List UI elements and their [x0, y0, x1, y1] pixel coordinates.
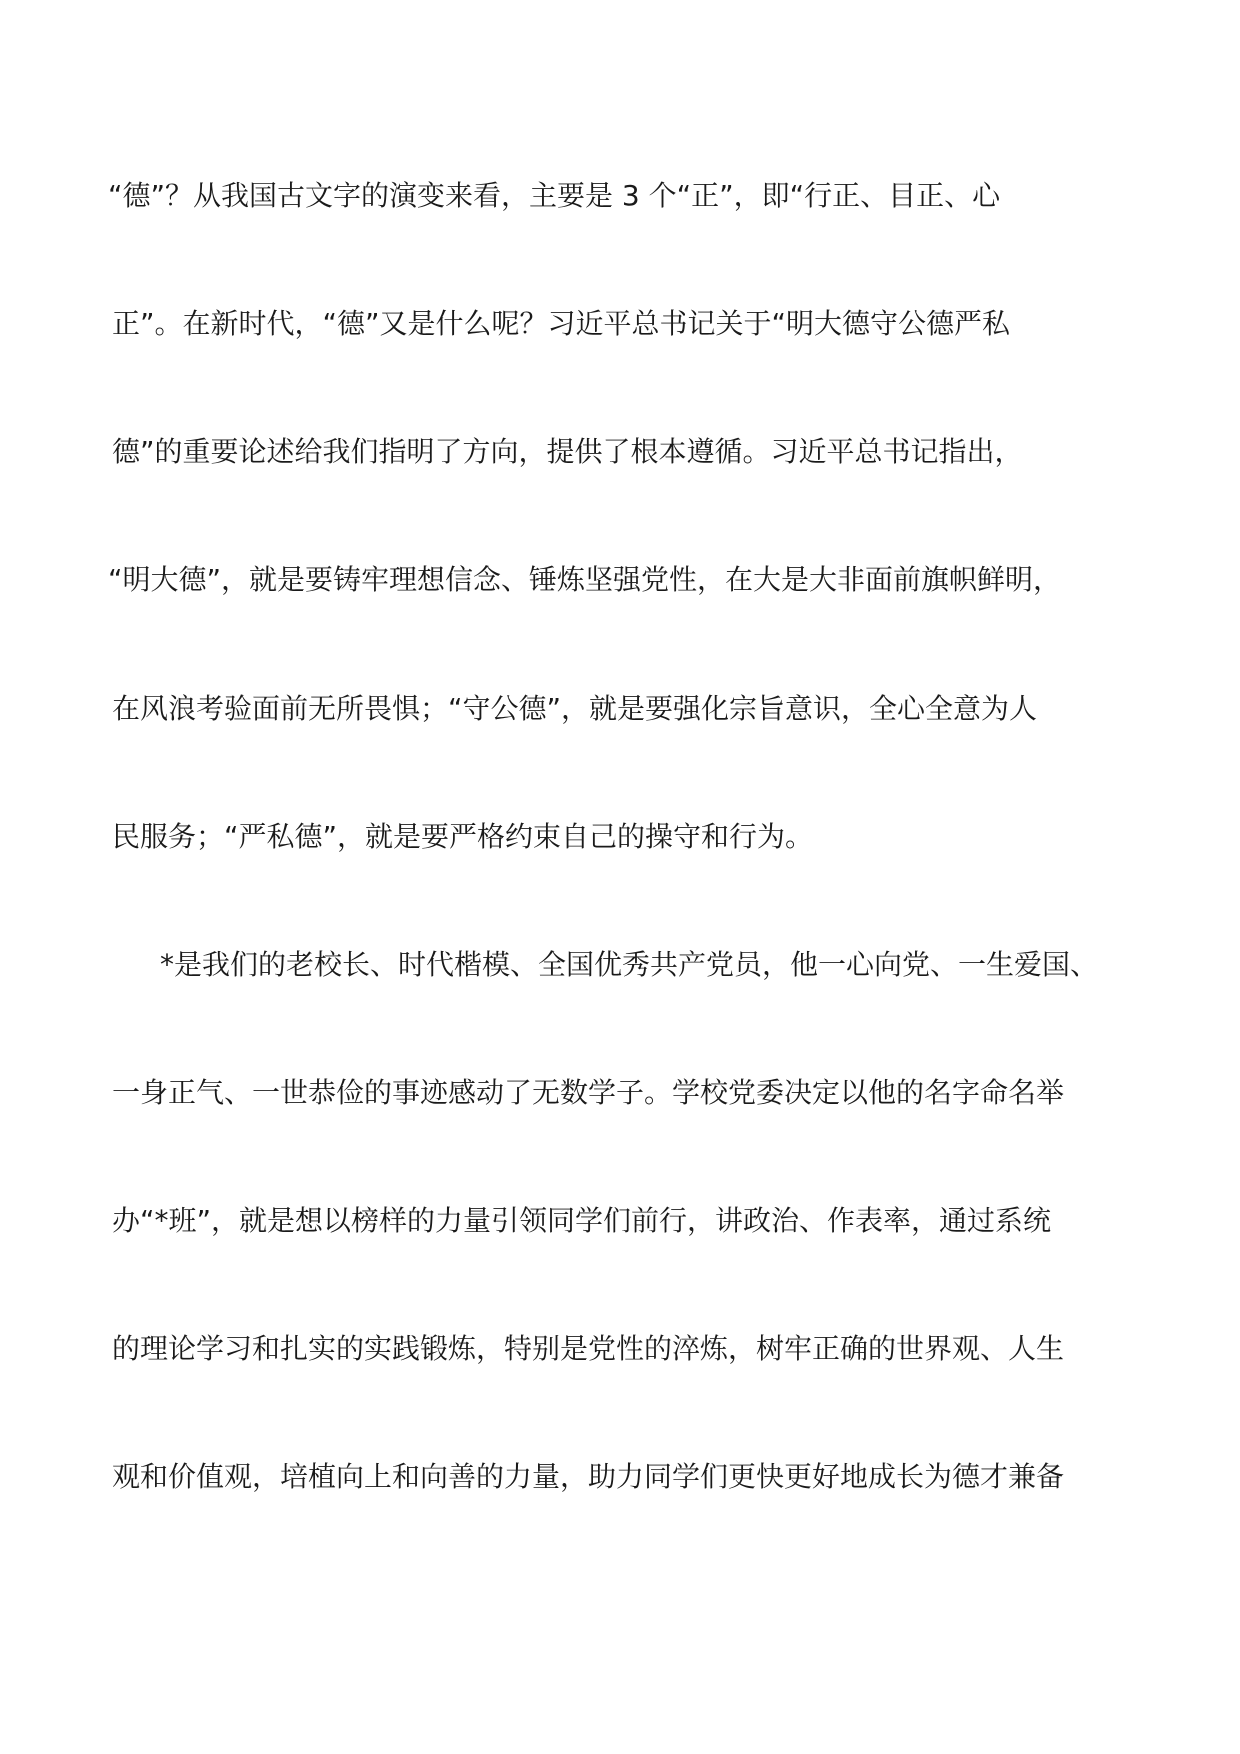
text-line: “德”？从我国古文字的演变来看，主要是 3 个“正”，即“行正、目正、心	[108, 179, 1001, 212]
text-line: 观和价值观，培植向上和向善的力量，助力同学们更快更好地成长为德才兼备	[112, 1460, 1065, 1493]
text-line: 德”的重要论述给我们指明了方向，提供了根本遵循。习近平总书记指出，	[112, 435, 1023, 468]
text-line: 民服务；“严私德”，就是要严格约束自己的操守和行为。	[112, 820, 814, 853]
text-line: 办“*班”，就是想以榜样的力量引领同学们前行，讲政治、作表率，通过系统	[112, 1204, 1052, 1237]
text-line: 的理论学习和扎实的实践锻炼，特别是党性的淬炼，树牢正确的世界观、人生	[112, 1332, 1065, 1365]
text-line: 一身正气、一世恭俭的事迹感动了无数学子。学校党委决定以他的名字命名举	[112, 1076, 1065, 1109]
text-line: 正”。在新时代，“德”又是什么呢？习近平总书记关于“明大德守公德严私	[112, 307, 1011, 340]
text-line: “明大德”，就是要铸牢理想信念、锤炼坚强党性，在大是大非面前旗帜鲜明，	[108, 563, 1062, 596]
text-line: 在风浪考验面前无所畏惧；“守公德”，就是要强化宗旨意识，全心全意为人	[112, 692, 1038, 725]
text-line: *是我们的老校长、时代楷模、全国优秀共产党员，他一心向党、一生爱国、	[160, 948, 1099, 981]
